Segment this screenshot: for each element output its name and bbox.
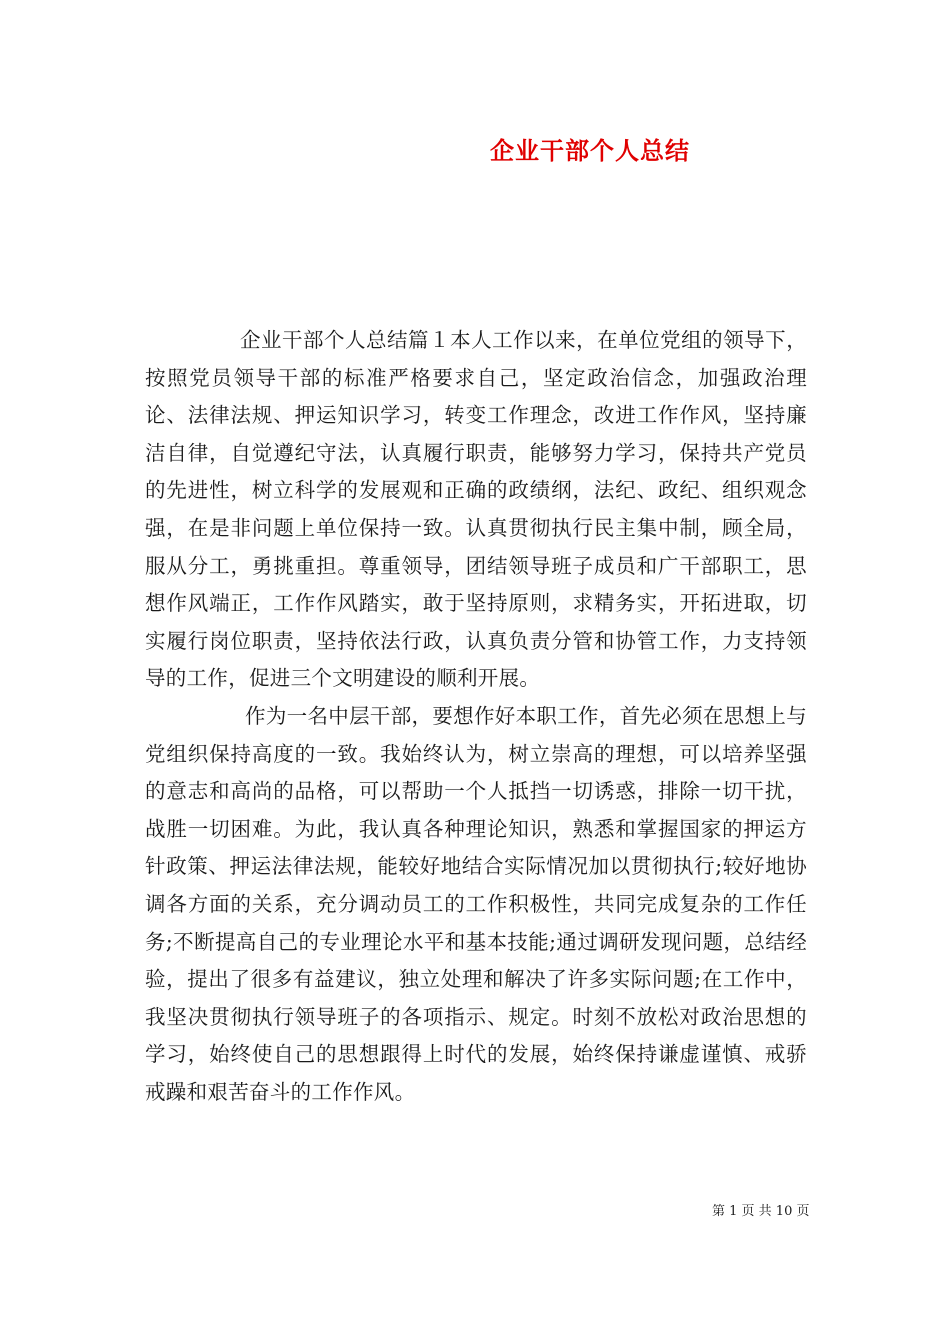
- document-body: [145, 322, 807, 1111]
- page-number-footer: 第 1 页 共 10 页: [712, 1204, 810, 1219]
- paragraph-1: 企业干部个人总结篇１本人工作以来，在单位党组的领导下，按照党员领导干部的标准严格要求自己，坚定政治信念，加强政治理论、法律法规、押运知识学习，转变工作理念，改进工作作风，坚持廉洁自律，自觉遵纪守法，认真履行职责，能够努力学习，保持共产党员的先进性，树立科学的发展观和正确的政绩纲，法纪、政纪、组织观念强，在是非问题上单位保持一致。认真贯彻执行民主集中制，顾全局，服从分工，勇挑重担。尊重领导，团结领导班子成员和广干部职工，思想作风端正，工作作风踏实，敢于坚持原则，求精务实，开拓进取，切实履行岗位职责，坚持依法行政，认真负责分管和协管工作，力支持领导的工作，促进三个文明建设的顺利开展。: [145, 328, 807, 691]
- paragraph-2: 作为一名中层干部，要想作好本职工作，首先必须在思想上与党组织保持高度的一致。我始终认为，树立崇高的理想，可以培养坚强的意志和高尚的品格，可以帮助一个人抵挡一切诱惑，排除一切干扰，战胜一切困难。为此，我认真各种理论知识，熟悉和掌握国家的押运方针政策、押运法律法规，能较好地结合实际情况加以贯彻执行;较好地协调各方面的关系，充分调动员工的工作积极性，共同完成复杂的工作任务;不断提高自己的专业理论水平和基本技能;通过调研发现问题，总结经验，提出了很多有益建议，独立处理和解决了许多实际问题;在工作中，我坚决贯彻执行领导班子的各项指示、规定。时刻不放松对政治思想的学习，始终使自己的思想跟得上时代的发展，始终保持谦虚谨慎、戒骄戒躁和艰苦奋斗的工作作风。: [145, 703, 807, 1104]
- document-title: 企业干部个人总结: [490, 136, 690, 165]
